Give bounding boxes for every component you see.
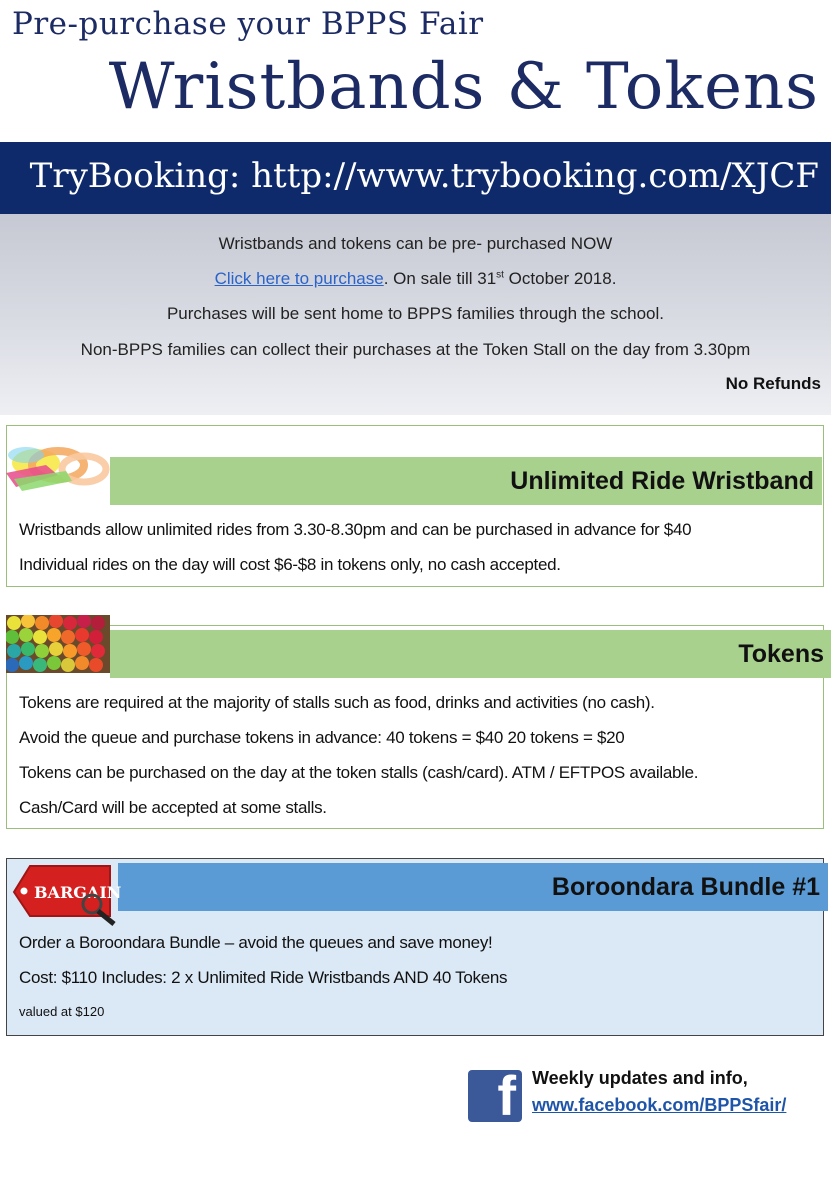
main-title: Wristbands & Tokens: [108, 50, 819, 124]
section-title: Unlimited Ride Wristband: [510, 467, 814, 495]
section-tokens: [6, 615, 822, 830]
date-suffix: st: [496, 269, 504, 281]
bargain-label: BARGAIN: [34, 883, 122, 902]
facebook-link[interactable]: www.facebook.com/BPPSfair/: [532, 1095, 787, 1115]
tokens-line-3: Tokens can be purchased on the day at the token stalls (cash/card). ATM / EFTPOS available.: [19, 763, 699, 782]
section-box: [6, 425, 824, 587]
tokens-line-2: Avoid the queue and purchase tokens in advance: 40 tokens = $40 20 tokens = $20: [19, 728, 625, 747]
section-header: [110, 457, 822, 505]
section-wristband: [6, 425, 822, 590]
wristband-icon: [6, 425, 110, 505]
info-panel: [0, 214, 831, 415]
tokens-line-4: Cash/Card will be accepted at some stalls.: [19, 798, 327, 817]
bargain-tag-icon: [6, 858, 124, 928]
bundle-line-2: Cost: $110 Includes: 2 x Unlimited Ride Wristbands AND 40 Tokens: [19, 968, 508, 987]
facebook-f-letter: f: [497, 1070, 516, 1122]
info-line-school: Purchases will be sent home to BPPS families through the school.: [166, 304, 665, 323]
section-bundle: [6, 858, 822, 1038]
footer-text: Weekly updates and info,: [532, 1068, 748, 1088]
bundle-valued: valued at $120: [19, 1004, 105, 1019]
info-line-purchase: [0, 269, 831, 289]
facebook-icon[interactable]: [468, 1070, 522, 1122]
no-refunds: No Refunds: [725, 374, 821, 393]
tokens-line-1: Tokens are required at the majority of stalls such as food, drinks and activities (no cash).: [19, 693, 655, 712]
purchase-link[interactable]: Click here to purchase: [214, 269, 384, 288]
section-title: Tokens: [738, 640, 824, 668]
trybooking-url[interactable]: TryBooking: http://www.trybooking.com/XJCF: [29, 156, 819, 196]
section-title: Boroondara Bundle #1: [551, 873, 820, 901]
info-line-now: Wristbands and tokens can be pre- purchased NOW: [218, 234, 613, 253]
wristband-line-1: Wristbands allow unlimited rides from 3.30-8.30pm and can be purchased in advance for $40: [19, 520, 692, 539]
trybooking-banner: [0, 142, 831, 214]
sale-date-month: October 2018.: [503, 269, 617, 288]
section-header: [118, 863, 828, 911]
pre-title: Pre-purchase your BPPS Fair: [12, 6, 484, 42]
wristband-line-2: Individual rides on the day will cost $6-$8 in tokens only, no cash accepted.: [19, 555, 561, 574]
section-header: [110, 630, 831, 678]
sale-date-text: . On sale till 31: [383, 269, 497, 288]
info-line-collect: Non-BPPS families can collect their purchases at the Token Stall on the day from 3.30pm: [80, 340, 751, 359]
tokens-icon: [6, 615, 110, 673]
bundle-line-1: Order a Boroondara Bundle – avoid the queues and save money!: [19, 933, 493, 952]
